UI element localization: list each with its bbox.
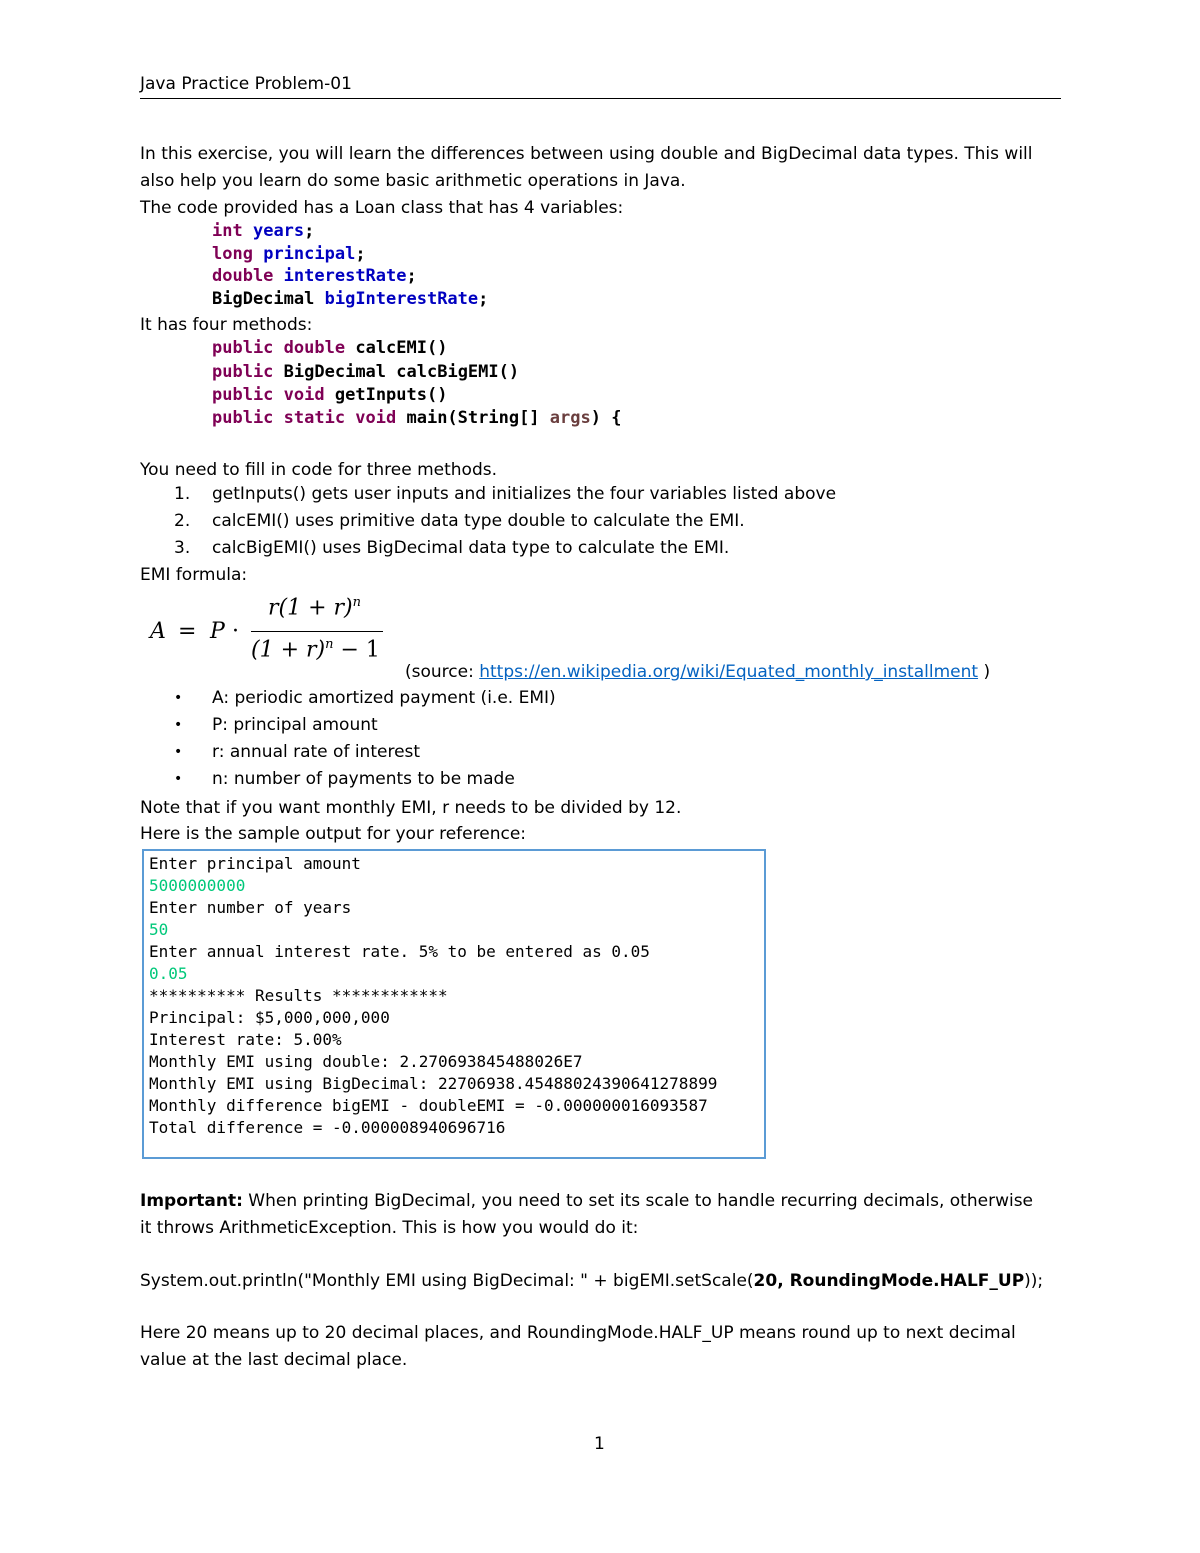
console-output [142,849,766,1159]
console-line: Enter principal amount [149,854,361,873]
note-text: Note that if you want monthly EMI, r needs to be divided by 12. [140,798,682,818]
formula-dot: · [232,619,239,644]
explain-line-1: Here 20 means up to 20 decimal places, and RoundingMode.HALF_UP means round up to next decimal [140,1323,1016,1343]
console-line: Principal: $5,000,000,000 [149,1008,390,1027]
console-line: Monthly EMI using double: 2.270693845488026E7 [149,1052,583,1071]
important-line-2: it throws ArithmeticException. This is how you would do it: [140,1218,639,1238]
page-number: 1 [594,1434,605,1454]
step-number: 2. [174,511,191,531]
step-text: getInputs() gets user inputs and initializes the four variables listed above [212,484,837,504]
sample-intro: Here is the sample output for your reference: [140,824,527,844]
bullet-mark: • [174,744,183,760]
bullet-mark: • [174,690,183,706]
bullet-mark: • [174,771,183,787]
header-rule [140,98,1061,99]
intro-line-1: In this exercise, you will learn the differences between using double and BigDecimal data types. This will [140,144,1033,164]
step-number: 1. [174,484,191,504]
intro-line-3: The code provided has a Loan class that has 4 variables: [140,198,624,218]
important-line-1: Important: When printing BigDecimal, you need to set its scale to handle recurring decimals, otherwise [140,1191,1034,1211]
formula-principal: P [210,619,225,644]
var-decl-interest-rate: double interestRate; [212,266,417,286]
console-line: Interest rate: 5.00% [149,1030,342,1049]
console-line: Enter number of years [149,898,352,917]
formula-numerator: $r(1 + r)^n$ [268,595,361,621]
console-line: ********** Results ************ [149,986,448,1005]
step-text: calcEMI() uses primitive data type double to calculate the EMI. [212,511,745,531]
method-calc-emi: public double calcEMI() [212,338,448,358]
explain-line-2: value at the last decimal place. [140,1350,408,1370]
code-example: System.out.println("Monthly EMI using BigDecimal: " + bigEMI.setScale(20, RoundingMode.HALF_UP)); [140,1271,1044,1291]
console-input-line: 5000000000 [149,876,246,895]
emi-formula-label: EMI formula: [140,565,248,585]
method-get-inputs: public void getInputs() [212,385,448,405]
emi-formula [150,595,390,670]
var-decl-years: int years; [212,221,315,241]
console-line: Monthly EMI using BigDecimal: 22706938.45488024390641278899 [149,1074,718,1093]
bullet-text: A: periodic amortized payment (i.e. EMI) [212,688,556,708]
page-header: Java Practice Problem-01 [140,74,352,94]
bullet-text: r: annual rate of interest [212,742,421,762]
formula-lhs: A [150,619,166,644]
formula-equals: = [178,619,197,644]
intro-line-2: also help you learn do some basic arithmetic operations in Java. [140,171,686,191]
var-decl-principal: long principal; [212,244,366,264]
bullet-mark: • [174,717,183,733]
formula-fraction-bar [251,631,383,632]
method-calc-big-emi: public BigDecimal calcBigEMI() [212,362,520,382]
console-input-line: 0.05 [149,964,188,983]
console-line: Enter annual interest rate. 5% to be entered as 0.05 [149,942,650,961]
console-line: Total difference = -0.000008940696716 [149,1118,506,1137]
var-decl-big-interest-rate: BigDecimal bigInterestRate; [212,289,489,309]
bullet-text: n: number of payments to be made [212,769,515,789]
formula-denominator: $(1 + r)^n - 1$ [251,637,380,663]
bullet-text: P: principal amount [212,715,378,735]
methods-intro: It has four methods: [140,315,313,335]
method-main: public static void main(String[] args) { [212,408,622,428]
source-link[interactable]: https://en.wikipedia.org/wiki/Equated_monthly_installment [479,662,979,682]
console-input-line: 50 [149,920,169,939]
formula-source: (source: https://en.wikipedia.org/wiki/Equated_monthly_installment ) [405,662,991,682]
console-line: Monthly difference bigEMI - doubleEMI = -0.000000016093587 [149,1096,708,1115]
step-number: 3. [174,538,191,558]
step-text: calcBigEMI() uses BigDecimal data type to calculate the EMI. [212,538,730,558]
fill-intro: You need to fill in code for three methods. [140,460,497,480]
